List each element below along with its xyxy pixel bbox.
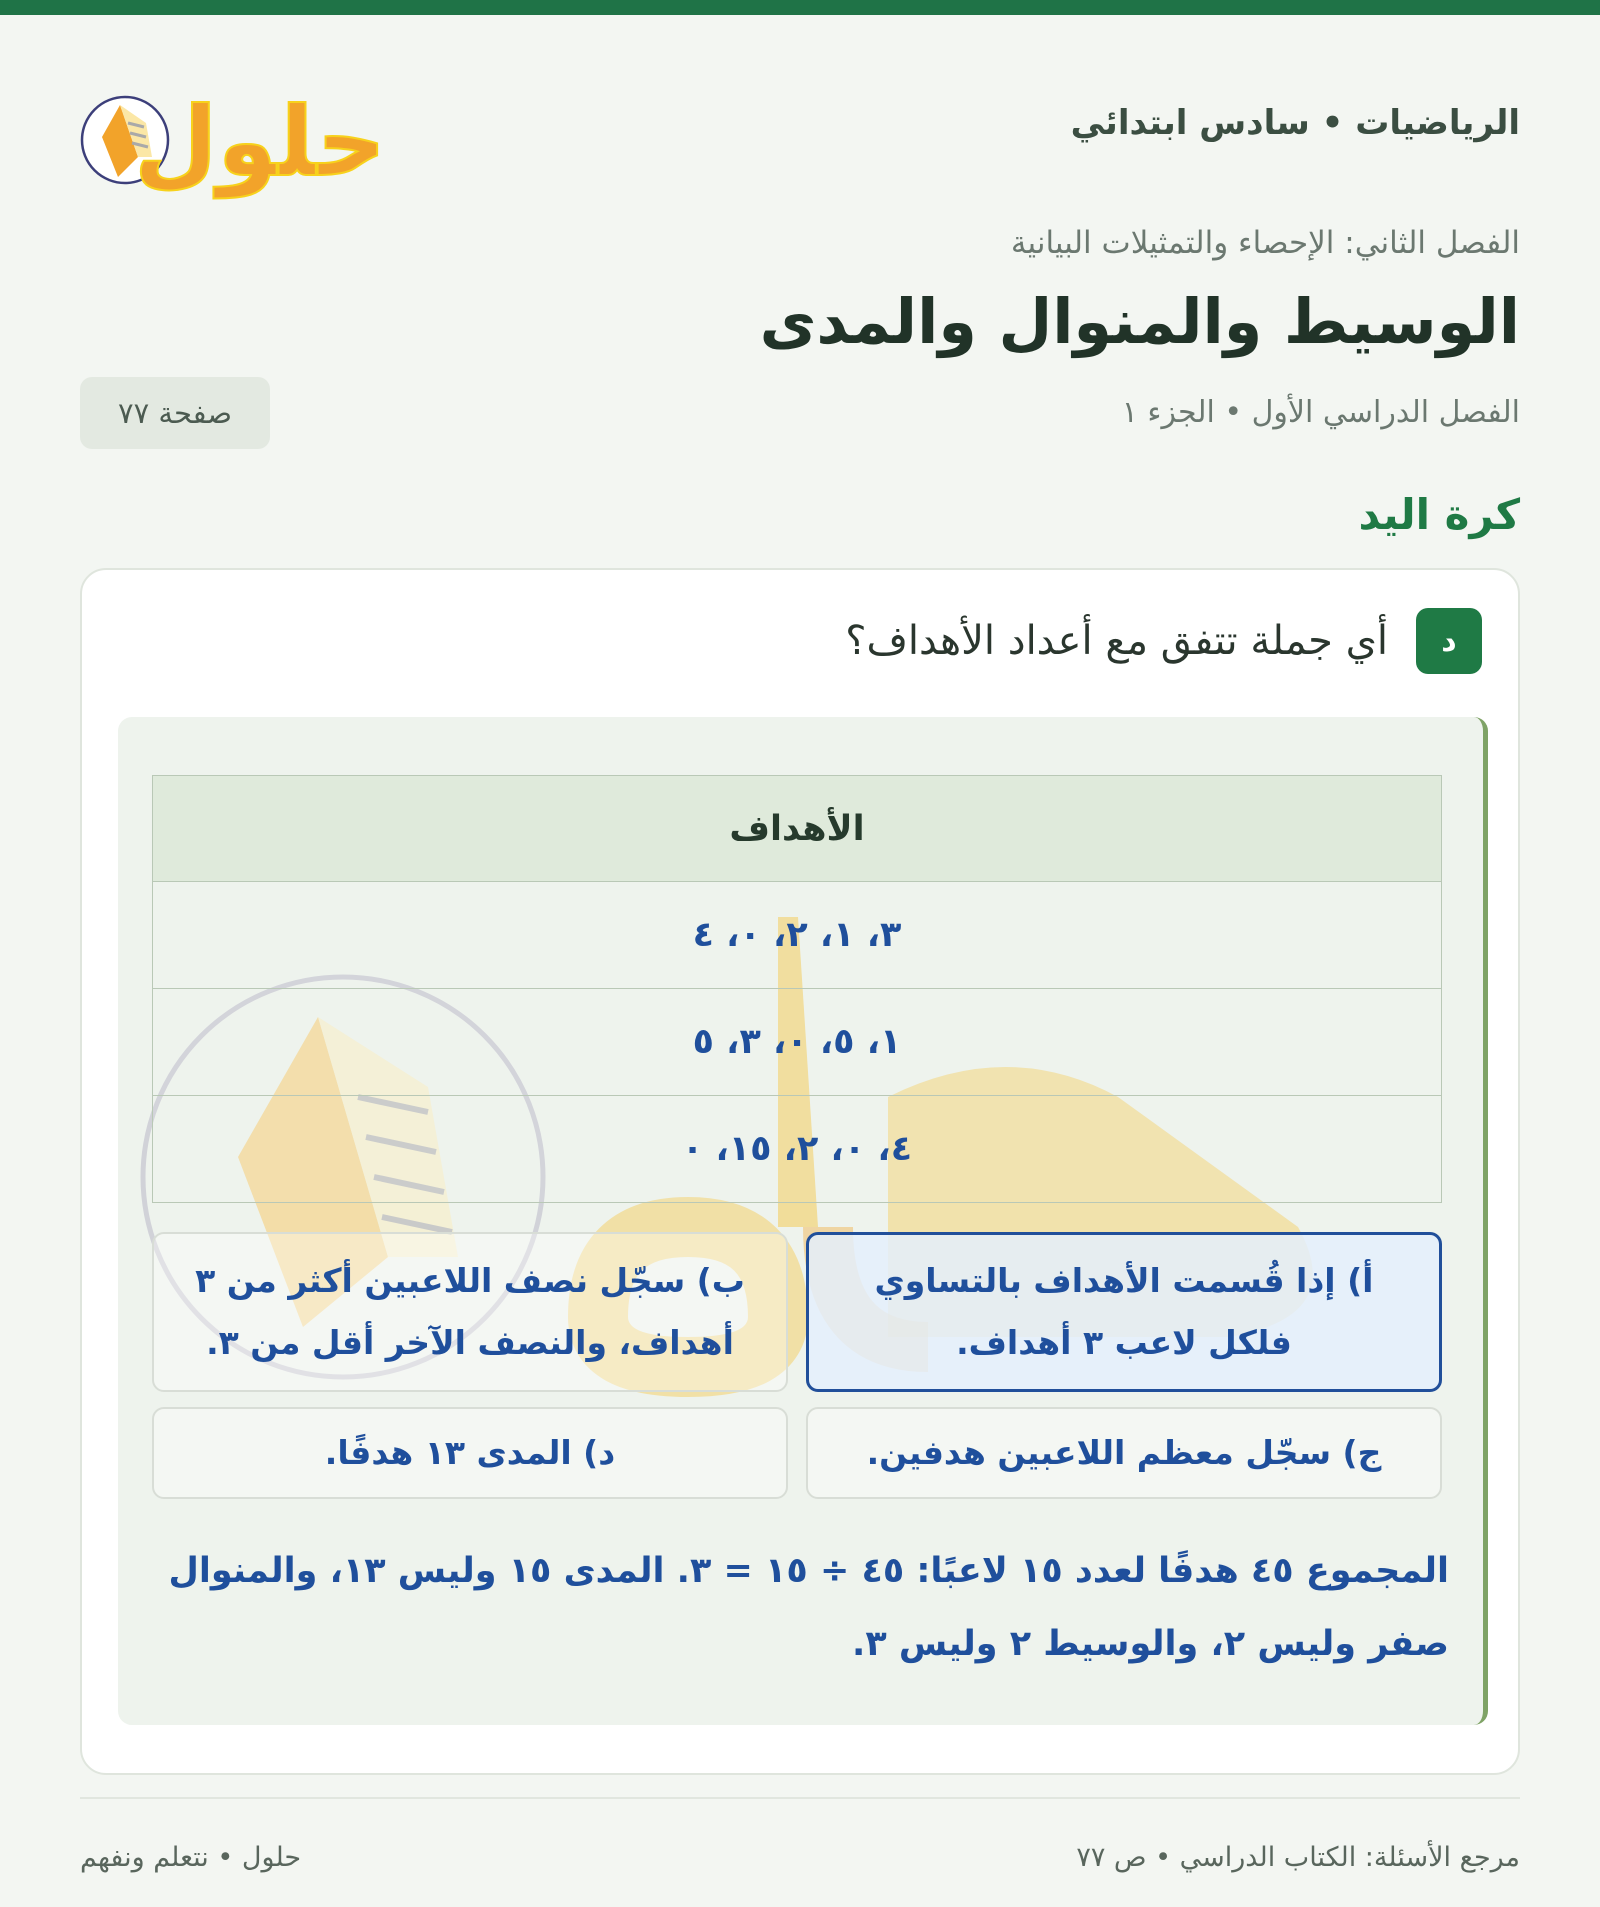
top-accent-bar [0, 0, 1600, 15]
hulul-logo[interactable] [80, 65, 386, 198]
option-b[interactable]: ب) سجّل نصف اللاعبين أكثر من ٣ أهداف، والنصف الآخر أقل من ٣. [152, 1232, 788, 1392]
footer-reference: مرجع الأسئلة: الكتاب الدراسي • ص ٧٧ [1076, 1842, 1520, 1873]
option-d[interactable]: د) المدى ١٣ هدفًا. [152, 1407, 788, 1499]
option-c[interactable]: ج) سجّل معظم اللاعبين هدفين. [806, 1407, 1442, 1499]
footer-brand: حلول • نتعلم ونفهم [80, 1842, 302, 1873]
question-card [80, 568, 1520, 1775]
table-cell: ٤، ٠، ٢، ١٥، ٠ [153, 1096, 1442, 1203]
table-row [153, 882, 1442, 989]
subject-label: الرياضيات • سادس ابتدائي [1070, 103, 1520, 143]
table-cell: ١، ٥، ٠، ٣، ٥ [153, 989, 1442, 1096]
chapter-title: الفصل الثاني: الإحصاء والتمثيلات البيانية [1010, 225, 1520, 261]
section-title: كرة اليد [1358, 490, 1520, 539]
lesson-title: الوسيط والمنوال والمدى [759, 285, 1520, 358]
header [80, 15, 1520, 215]
term-label: الفصل الدراسي الأول • الجزء ١ [1121, 395, 1520, 430]
question-header [845, 608, 1482, 674]
table-row [153, 1096, 1442, 1203]
option-a-selected[interactable]: أ) إذا قُسمت الأهداف بالتساوي فلكل لاعب ٣ أهداف. [806, 1232, 1442, 1392]
footer-divider [80, 1797, 1520, 1799]
goals-table [152, 775, 1442, 1203]
page [80, 15, 1520, 1907]
question-text: أي جملة تتفق مع أعداد الأهداف؟ [845, 618, 1388, 664]
page-number-badge: صفحة ٧٧ [80, 377, 270, 449]
explanation-text: المجموع ٤٥ هدفًا لعدد ١٥ لاعبًا: ٤٥ ÷ ١٥ = ٣. المدى ١٥ وليس ١٣، والمنوال صفر وليس ٢، والوسيط ٢ وليس ٣. [168, 1551, 1449, 1664]
table-row [153, 989, 1442, 1096]
question-badge: د [1416, 608, 1482, 674]
table-header-goals: الأهداف [153, 776, 1442, 882]
answer-box [118, 717, 1488, 1725]
svg-text:حلول: حلول [134, 86, 386, 198]
table-cell: ٣، ١، ٢، ٠، ٤ [153, 882, 1442, 989]
